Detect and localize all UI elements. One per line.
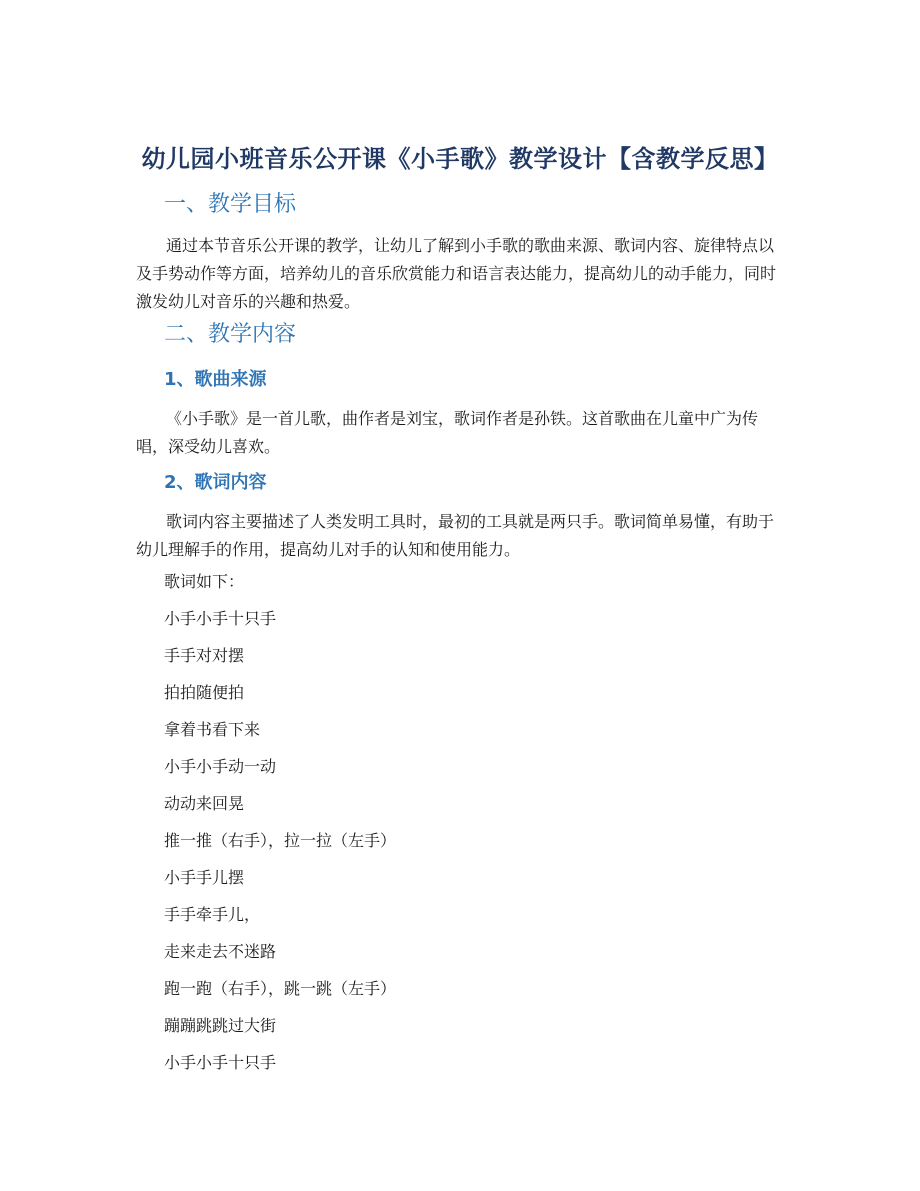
subsection-heading-song-origin: 1、歌曲来源: [164, 369, 267, 390]
lyric-line: 动动来回晃: [164, 794, 245, 813]
document-title: 幼儿园小班音乐公开课《小手歌》教学设计【含教学反思】: [141, 145, 779, 173]
lyric-line: 手手对对摆: [164, 646, 245, 665]
lyric-line: 跑一跑（右手），跳一跳（左手）: [164, 979, 397, 998]
lyric-line: 拍拍随便拍: [164, 683, 245, 702]
lyric-line: 走来走去不迷路: [164, 942, 277, 961]
lyric-line: 推一推（右手），拉一拉（左手）: [164, 831, 397, 850]
lyric-line: 小手小手动一动: [164, 757, 277, 776]
lyric-line: 蹦蹦跳跳过大街: [164, 1016, 277, 1035]
lyric-line: 小手小手十只手: [164, 609, 277, 628]
lyric-line: 手手牵手儿，: [164, 905, 261, 924]
teaching-goals-paragraph: 通过本节音乐公开课的教学，让幼儿了解到小手歌的歌曲来源、歌词内容、旋律特点以及手势动作等方面，培养幼儿的音乐欣赏能力和语言表达能力，提高幼儿的动手能力，同时激发幼儿对音乐的兴趣和热爱。: [136, 236, 777, 311]
lyric-line: 小手小手十只手: [164, 1053, 277, 1072]
lyrics-intro: 歌词如下：: [164, 572, 245, 591]
subsection-heading-lyrics-content: 2、歌词内容: [164, 472, 267, 493]
section-heading-teaching-goals: 一、教学目标: [164, 192, 297, 217]
lyric-line: 拿着书看下来: [164, 720, 261, 739]
lyrics-content-paragraph: 歌词内容主要描述了人类发明工具时，最初的工具就是两只手。歌词简单易懂，有助于幼儿理解手的作用，提高幼儿对手的认知和使用能力。: [136, 512, 775, 559]
song-origin-paragraph: 《小手歌》是一首儿歌，曲作者是刘宝，歌词作者是孙铁。这首歌曲在儿童中广为传唱，深受幼儿喜欢。: [136, 409, 759, 456]
lyric-line: 小手手儿摆: [164, 868, 245, 887]
section-heading-teaching-content: 二、教学内容: [164, 322, 297, 347]
